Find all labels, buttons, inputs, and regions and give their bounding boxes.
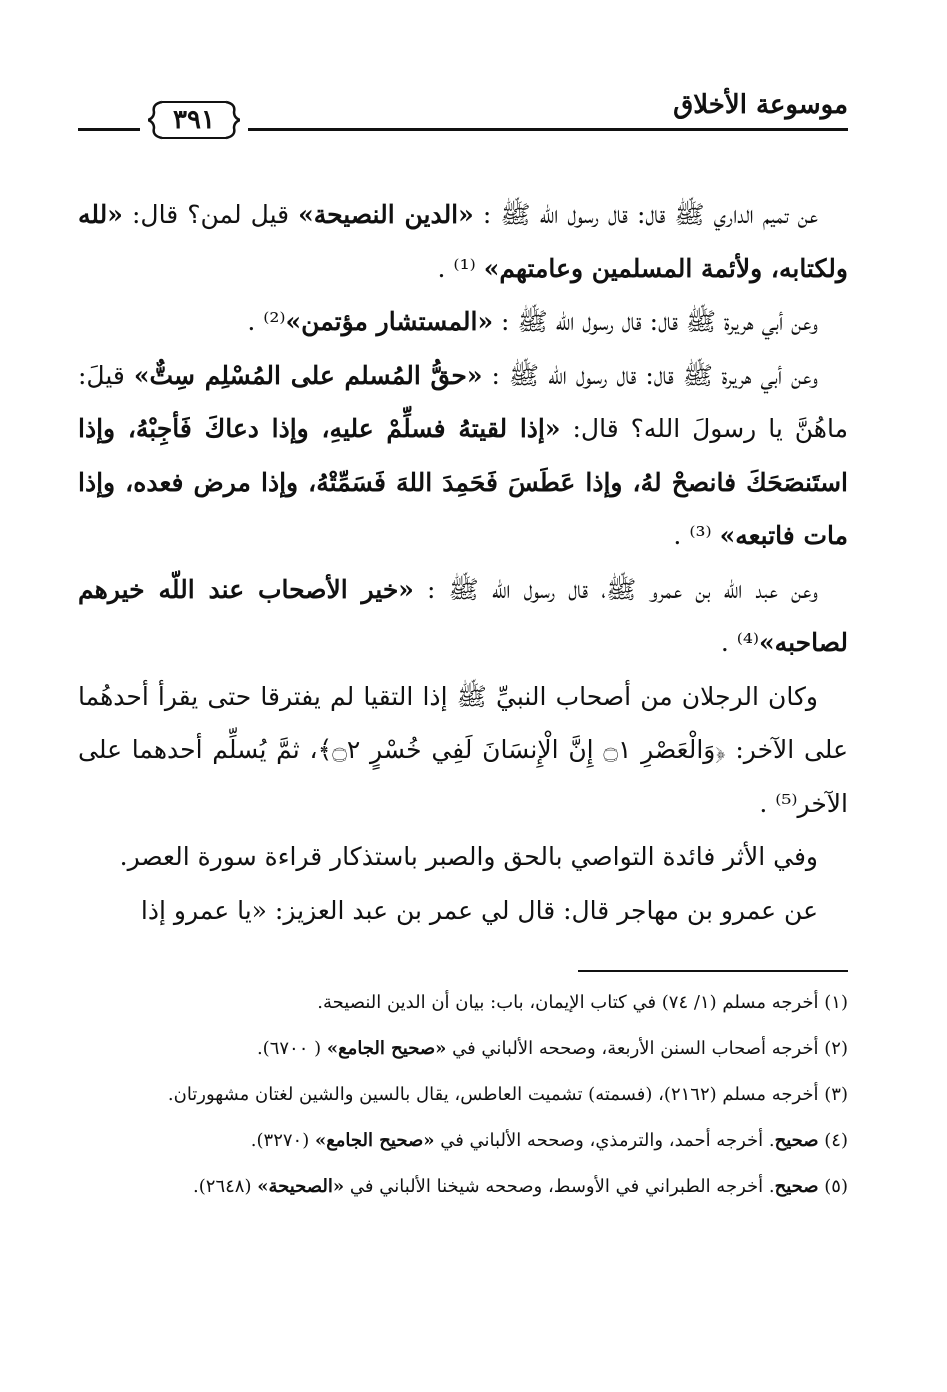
header-rule (248, 128, 848, 131)
bold-text: «صحيح الجامع» (314, 1130, 435, 1151)
page-header (78, 88, 848, 148)
footnotes (78, 980, 848, 1210)
text-run: قيل لمن؟ قال: (122, 200, 299, 229)
text-run: (٤) (818, 1130, 848, 1151)
bold-text: «الدين النصيحة» (298, 200, 474, 229)
text-run: ، ثمَّ يُسلِّم أحدهما على الآخر⁽⁵⁾ . (78, 735, 848, 818)
paragraph (78, 884, 848, 938)
text-run: : (482, 360, 509, 390)
text-run: ﷺ (682, 360, 713, 390)
footnote (78, 1164, 848, 1210)
footnote (78, 1072, 848, 1118)
paragraph (78, 830, 848, 884)
paragraph (78, 188, 848, 295)
text-run: وعن أبي هريرة (712, 360, 818, 390)
text-run: ﷺ (674, 200, 705, 229)
paragraph (78, 670, 848, 831)
footnote (78, 980, 848, 1026)
text-run: عن تميم الداري (704, 200, 819, 229)
text-run: ﷺ (448, 574, 479, 604)
text-run: ⁽¹⁾ . (437, 253, 484, 283)
text-run: . أخرجه أحمد، والترمذي، وصححه الألباني في (434, 1130, 775, 1151)
paragraph (78, 295, 848, 349)
text-run: : (413, 574, 449, 604)
text-run: إذا التقيا لم يفترقا حتى يقرأ أحدهُما على الآخر: (78, 681, 848, 764)
text-run: ⁽⁴⁾ . (720, 628, 760, 657)
page-number-frame (148, 100, 240, 140)
text-run: قال: قال رسول اللّه (547, 307, 686, 336)
bold-text: صحيح (774, 1176, 819, 1197)
text-run: (٢) أخرجه أصحاب السنن الأربعة، وصححه الألباني في (446, 1038, 848, 1059)
text-run: (٢٦٤٨). (193, 1176, 258, 1197)
bold-text: «لله ولكتابه، ولأئمة المسلمين وعامتهم» (78, 200, 848, 283)
text-run: ﷺ (606, 574, 637, 604)
text-run: : (473, 200, 501, 229)
text-run: (٣) أخرجه مسلم (٢١٦٢)، (فسمته) تشميت العاطس، يقال بالسين والشين لغتان مشهورتان. (167, 1084, 848, 1105)
bold-text: «صحيح الجامع» (326, 1038, 447, 1059)
text-run: ، قال رسول اللّه (478, 574, 607, 604)
text-run: : (493, 307, 518, 336)
bold-text: صحيح (774, 1130, 819, 1151)
text-run: قيلَ: ماهُنَّ يا رسولَ الله؟ قال: (78, 360, 848, 443)
text-run: ﷺ (508, 360, 540, 390)
footnote (78, 1118, 848, 1164)
footnote-separator (578, 970, 848, 972)
text-run: ﷺ (685, 307, 717, 336)
bold-text: «الصحيحة» (257, 1176, 345, 1197)
text-run: ⁽²⁾ . (247, 307, 286, 336)
text-run: . أخرجه الطبراني في الأوسط، وصححه شيخنا الألباني في (344, 1176, 775, 1197)
text-run: وعن عبد اللّه بن عمرو (636, 574, 818, 604)
text-run: (١) أخرجه مسلم (١/ ٧٤) في كتاب الإيمان، باب: بيان أن الدين النصيحة. (317, 992, 848, 1013)
text-run: قال: قال رسول اللّه (539, 360, 683, 390)
text-run: (٣٢٧٠). (250, 1130, 315, 1151)
body-text (78, 188, 848, 937)
running-title: موسوعة الأخلاق (673, 90, 848, 120)
bold-text: «المستشار مؤتمن» (285, 307, 494, 336)
bold-text: «إذا لقيتهُ فسلِّمْ عليهِ، وإذا دعاكَ فَأجِبْهُ، وإذا استَنصَحَكَ فانصحْ لهُ، وإذا عَطَسَ فَحَمِدَ اللهَ فَسَمِّتْهُ، وإذا مرض فعده، وإذا مات فاتبعه» (78, 414, 848, 550)
text-run: ﷺ (517, 307, 548, 336)
paragraph (78, 563, 848, 670)
bold-text: «خير الأصحاب عند اللّه خيرهم لصاحبه» (78, 574, 848, 657)
header-rule-left (78, 128, 140, 131)
paragraph (78, 349, 848, 563)
text-run: ﷺ (456, 681, 487, 711)
text-run: ( ٦٧٠٠). (256, 1038, 327, 1059)
bold-text: «حقُّ المُسلم على المُسْلِم سِتٌّ» (133, 360, 483, 390)
text-run: (٥) (818, 1176, 848, 1197)
text-run: وفي الأثر فائدة التواصي بالحق والصبر باستذكار قراءة سورة العصر. (119, 842, 818, 871)
text-run: عن عمرو بن مهاجر قال: قال لي عمر بن عبد العزيز: «يا عمرو إذا (140, 895, 818, 925)
footnote (78, 1026, 848, 1072)
text-run: وعن أبي هريرة (716, 307, 818, 336)
text-run: ﷺ (500, 200, 531, 229)
text-run: وكان الرجلان من أصحاب النبيِّ (486, 681, 818, 711)
page-number: ٣٩١ (173, 105, 215, 135)
text-run: ﴿وَالْعَصْرِ ۝١ إِنَّ الْإِنسَانَ لَفِي خُسْرٍ ۝٢﴾ (317, 735, 726, 764)
text-run: قال: قال رسول اللّه (530, 200, 675, 229)
text-run: ⁽³⁾ . (673, 521, 720, 550)
